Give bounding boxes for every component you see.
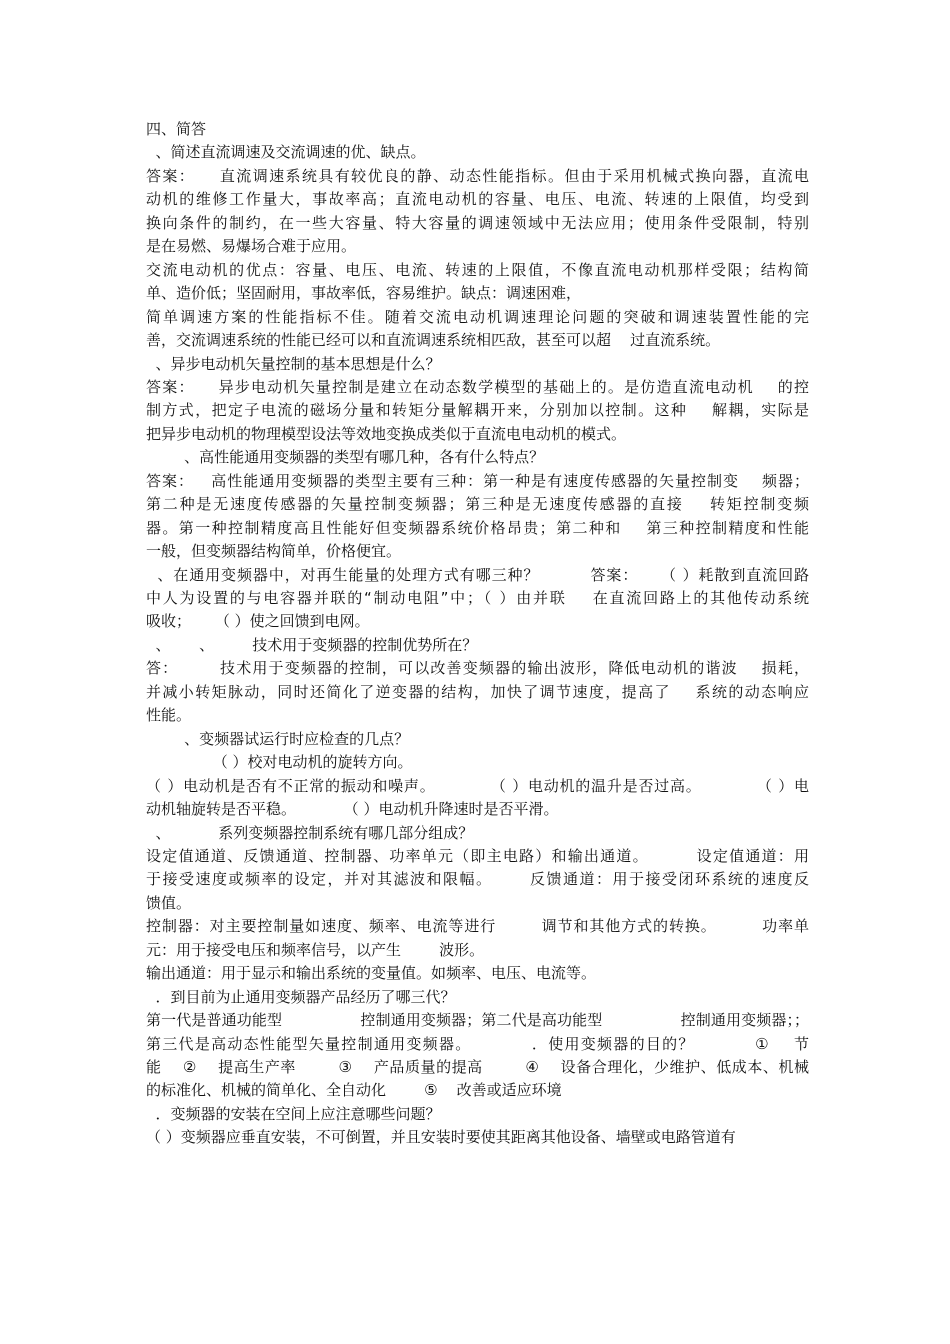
text-line: 四、简答 bbox=[146, 120, 207, 138]
text-line: 、变频器试运行时应检查的几点？ bbox=[146, 729, 410, 748]
text-line: 性能。 bbox=[146, 706, 192, 725]
text-line: 是在易燃、易爆场合难于应用。 bbox=[146, 237, 357, 256]
text-line: 制方式，把定子电流的磁场分量和转矩分量解耦开来，分别加以控制。这种 解耦，实际是 bbox=[146, 401, 809, 420]
text-line: 能 ② 提高生产率 ③ 产品质量的提高 ④ 设备合理化，少维护、低成本、机械 bbox=[146, 1058, 809, 1076]
text-line: 中人为设置的与电容器并联的“制动电阻”中；（ ）由并联 在直流回路上的其他传动系统 bbox=[146, 589, 809, 607]
text-line: 并减小转矩脉动，同时还简化了逆变器的结构，加快了调节速度，提高了 系统的动态响应 bbox=[146, 682, 809, 701]
text-line: 、在通用变频器中，对再生能量的处理方式有哪三种？ 答案： （ ）耗散到直流回路 bbox=[146, 565, 809, 584]
text-line: 输出通道：用于显示和输出系统的变量值。如频率、电压、电流等。 bbox=[146, 964, 597, 983]
text-line: 答： 技术用于变频器的控制，可以改善变频器的输出波形，降低电动机的谐波 损耗， bbox=[146, 659, 809, 678]
text-line: （ ）变频器应垂直安装，不可倒置，并且安装时要使其距离其他设备、墙壁或电路管道有 bbox=[146, 1128, 736, 1147]
text-line: 、高性能通用变频器的类型有哪几种，各有什么特点？ bbox=[146, 448, 545, 467]
text-line: 换向条件的制约，在一些大容量、特大容量的调速领域中无法应用；使用条件受限制，特别 bbox=[146, 213, 809, 232]
text-line: 第二种是无速度传感器的矢量控制变频器；第三种是无速度传感器的直接 转矩控制变频 bbox=[146, 495, 809, 514]
text-line: 吸收； （ ）使之回馈到电网。 bbox=[146, 612, 370, 631]
text-line: 简单调速方案的性能指标不佳。随着交流电动机调速理论问题的突破和调速装置性能的完 bbox=[146, 307, 809, 326]
text-line: 的标准化、机械的简单化、全自动化 ⑤ 改善或适应环境 bbox=[146, 1081, 562, 1100]
text-line: 答案： 直流调速系统具有较优良的静、动态性能指标。但由于采用机械式换向器，直流电 bbox=[146, 166, 809, 185]
text-line: 、 、 技术用于变频器的控制优势所在？ bbox=[146, 635, 478, 654]
text-line: 把异步电动机的物理模型设法等效地变换成类似于直流电电动机的模式。 bbox=[146, 424, 627, 443]
text-line: 答案： 异步电动机矢量控制是建立在动态数学模型的基础上的。是仿造直流电动机 的控 bbox=[146, 377, 809, 396]
text-line: 单、造价低；坚固耐用，事故率低，容易维护。缺点：调速困难， bbox=[146, 284, 582, 303]
text-line: 一般，但变频器结构简单，价格便宜。 bbox=[146, 542, 402, 561]
text-line: （ ）校对电动机的旋转方向。 bbox=[146, 753, 413, 772]
text-line: 、异步电动机矢量控制的基本思想是什么？ bbox=[146, 354, 441, 373]
text-line: 、 系列变频器控制系统有哪几部分组成？ bbox=[146, 823, 474, 842]
text-line: ．到目前为止通用变频器产品经历了哪三代？ bbox=[146, 987, 456, 1006]
text-line: 控制器：对主要控制量如速度、频率、电流等进行 调节和其他方式的转换。 功率单 bbox=[146, 917, 809, 936]
text-line: 于接受速度或频率的设定，并对其滤波和限幅。 反馈通道：用于接受闭环系统的速度反 bbox=[146, 870, 809, 889]
text-line: 答案： 高性能通用变频器的类型主要有三种：第一种是有速度传感器的矢量控制变 频器； bbox=[146, 471, 809, 490]
text-line: （ ）电动机是否有不正常的振动和噪声。 （ ）电动机的温升是否过高。 （ ）电 bbox=[146, 776, 809, 795]
text-line: 馈值。 bbox=[146, 893, 192, 912]
text-line: 元：用于接受电压和频率信号，以产生 波形。 bbox=[146, 940, 485, 959]
text-line: 动机的维修工作量大，事故率高；直流电动机的容量、电压、电流、转速的上限值，均受到 bbox=[146, 190, 809, 209]
text-line: 第三代是高动态性能型矢量控制通用变频器。 ．使用变频器的目的？ ① 节 bbox=[146, 1034, 809, 1053]
text-line: 设定值通道、反馈通道、控制器、功率单元（即主电路）和输出通道。 设定值通道：用 bbox=[146, 846, 809, 865]
text-line: 善，交流调速系统的性能已经可以和直流调速系统相匹敌，甚至可以超 过直流系统。 bbox=[146, 331, 721, 350]
text-line: 动机轴旋转是否平稳。 （ ）电动机升降速时是否平滑。 bbox=[146, 800, 559, 819]
text-line: 器。第一种控制精度高且性能好但变频器系统价格昂贵；第二种和 第三种控制精度和性能 bbox=[146, 518, 809, 537]
text-line: 第一代是普通功能型 控制通用变频器；第二代是高功能型 控制通用变频器；； bbox=[146, 1011, 809, 1030]
text-line: ．变频器的安装在空间上应注意哪些问题？ bbox=[146, 1104, 441, 1123]
text-line: 、简述直流调速及交流调速的优、缺点。 bbox=[146, 143, 426, 162]
text-line: 交流电动机的优点：容量、电压、电流、转速的上限值，不像直流电动机那样受限；结构简 bbox=[146, 260, 809, 279]
